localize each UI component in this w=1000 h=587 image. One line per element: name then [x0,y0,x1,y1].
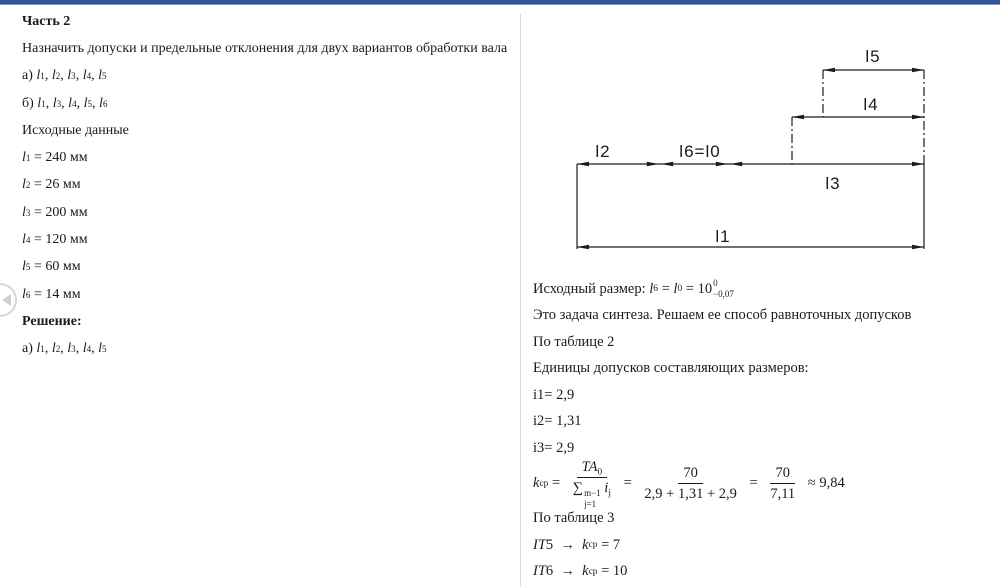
text-line: l 6 = 14 мм [22,286,81,302]
column-divider [520,14,521,587]
text-line: l 2 = 26 мм [22,177,81,193]
text-line: IT 6 → k ср = 10 [533,563,628,580]
text-line: По таблице 2 [533,333,615,350]
text-line: Часть 2 [22,13,71,29]
right-column [533,276,998,585]
text-line: l 4 = 120 мм [22,232,88,248]
diagram-label-l6: l6=l0 [679,142,721,161]
diagram-label-l1: l1 [715,227,731,246]
text-line: l 3 = 200 мм [22,204,88,220]
text-line: а) l 1 , l 2 , l 3 , l 4 , l 5 [22,341,107,357]
text-line: Исходный размер: l 6 = l 0 = 10 0 −0,07 [533,278,734,300]
text-line: Решение: [22,313,82,329]
dimension-chain-diagram [530,0,1000,270]
text-line: а) l 1 , l 2 , l 3 , l 4 , l 5 [22,68,107,84]
diagram-label-l5: l5 [865,47,881,66]
diagram-label-l2: l2 [595,142,611,161]
text-line: б) l 1 , l 3 , l 4 , l 5 , l 6 [22,95,108,111]
text-line: Единицы допусков составляющих размеров: [533,360,809,377]
text-line: l 1 = 240 мм [22,150,88,166]
diagram-label-l3: l3 [825,174,841,193]
chevron-left-icon [2,294,11,306]
text-line: i2= 1,31 [533,413,582,430]
diagram-label-l4: l4 [863,95,879,114]
text-line: По таблице 3 [533,510,615,527]
prev-page-button[interactable] [0,283,17,317]
left-column [22,8,518,363]
text-line: IT 5 → k ср = 7 [533,536,621,553]
text-line: Исходные данные [22,122,129,138]
text-line: k ср = $TA_0$ ∑ m−1 j=1 $i_j$ = $\frac{70}{2,9 + 1,31 + 2,9}$ = $\frac{70}{7,11}$ ≈ 9,84 [533,458,845,509]
text-line: i3= 2,9 [533,439,575,456]
text-line: l 5 = 60 мм [22,259,81,275]
text-line: Назначить допуски и предельные отклонения для двух вариантов обработки вала [22,40,508,56]
text-line: Это задача синтеза. Решаем ее способ равноточных допусков [533,307,912,324]
text-line: i1= 2,9 [533,386,575,403]
